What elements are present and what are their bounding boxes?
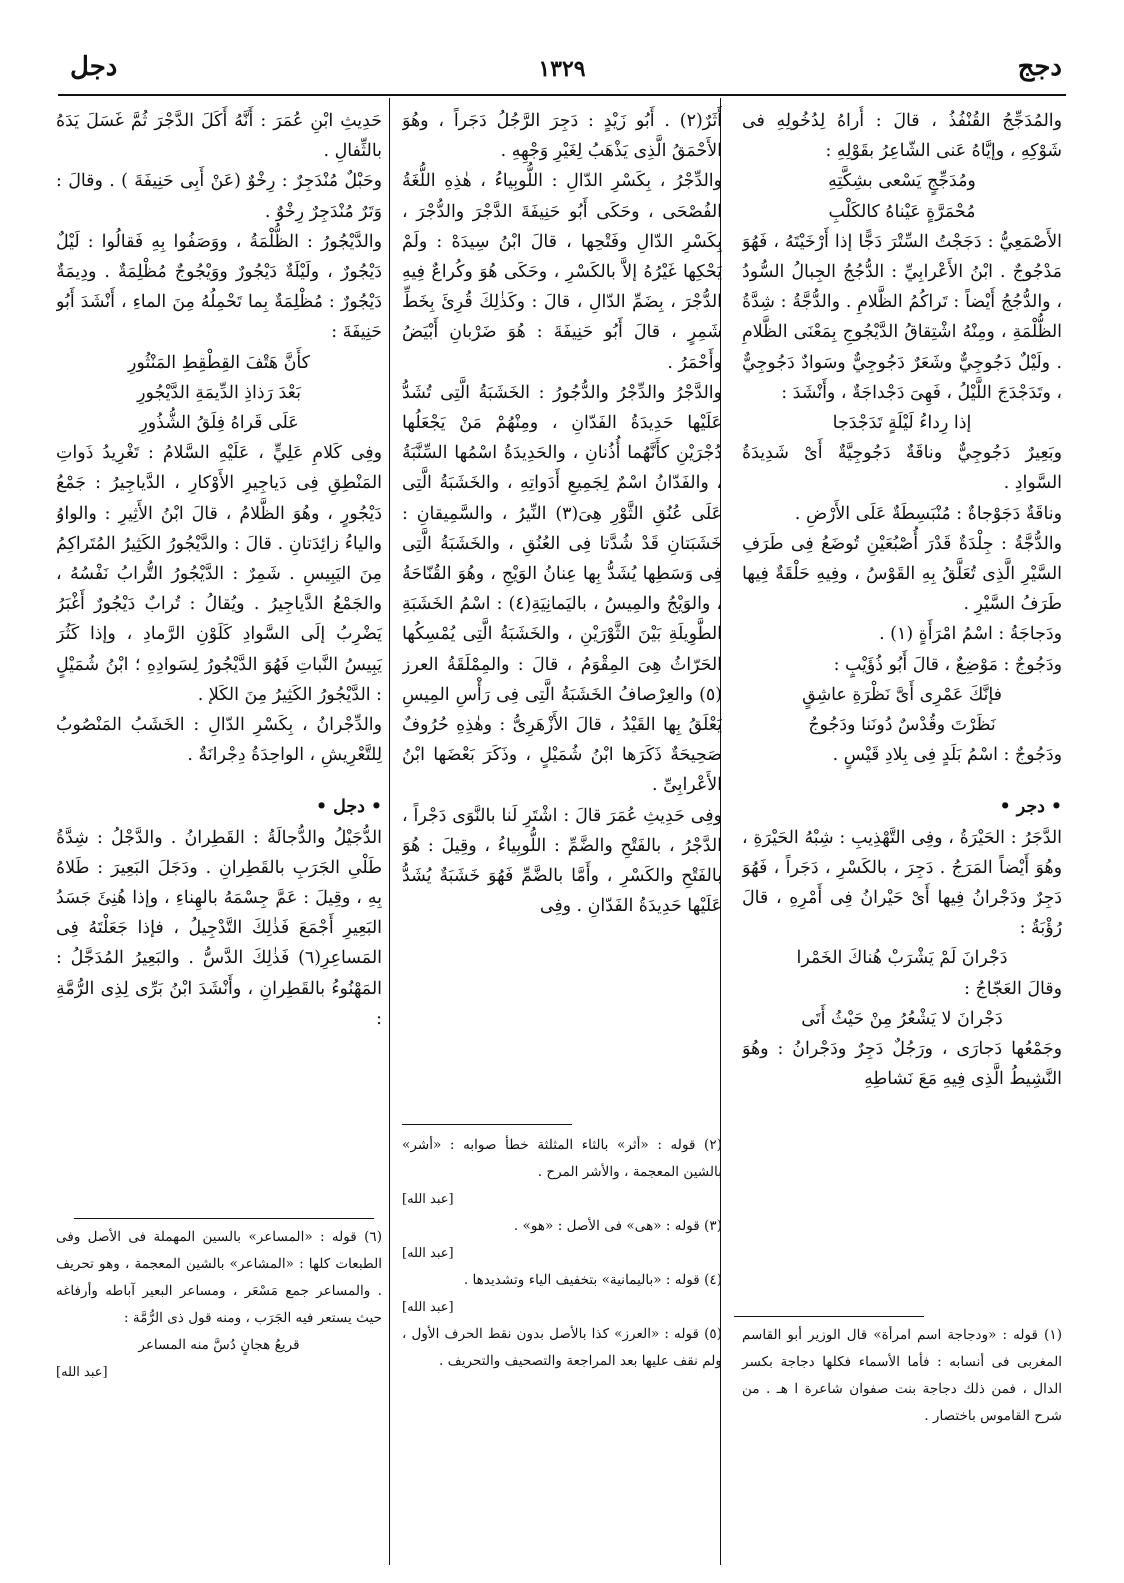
footnotes-right [742,1322,1062,1430]
footnotes-left [56,1224,382,1386]
header-root-right: دجج [1017,52,1062,82]
entry-paragraph: ودَجاجَةُ : اسْمُ امْرَأَةٍ (١) . [879,624,1062,645]
entry-paragraph: أَثَرٌ(٢) . أَبُو زَيْدٍ : دَجِرَ الرَّجُلُ دَجَراً ، وهُوَ الأَحْمَقُ الَّذِى يَذْهَبُ لِغَيْرِ وَجْهِهِ . [402,111,722,162]
footnote: (٥) قوله : «العرز» كذا بالأصل بدون نقط الحرف الأول ، ولم نقف عليها بعد المراجعة والتصحيف والتحريف . [402,1326,722,1369]
verse-line: ومُدَجِّجٍ يَسْعى بشِكَّتِهِ [828,171,976,192]
footnotes-middle [402,1132,722,1375]
header-root-left: دجل [70,52,118,82]
verse-line: إذا رِداءُ لَيْلَةٍ تَدَجْدَجا [832,413,972,434]
entry-paragraph: وناقَةٌ دَجَوْجاةٌ : مُنْبَسِطَةٌ عَلَى الأَرْضِ . [794,503,1062,524]
headword-dajar: • دجر • [999,797,1062,818]
verse-line: دَجْرانَ لَمْ يَشْرَبْ هُناكَ الخَمْرا [796,948,1008,969]
entry-paragraph: الدَّجَرُ : الحَيْرَةُ ، وفِى التَّهْذِيبِ : شِبْهُ الحَيْرَةِ ، وهُوَ أَيْضاً المَرَجُ . دَجِرَ ، بالكَسْرِ ، دَجَراً ، فَهُوَ دَجِرٌ ودَجْرانُ فِيها أَىْ حَيْرانُ فِى أَمْرِهِ ، قالَ رُؤْبَةُ : [742,827,1062,939]
footnote-signature: [عبد الله] [402,1192,454,1207]
column-left [56,106,382,1202]
footnote-signature: [عبد الله] [56,1365,108,1380]
entry-paragraph: ودَجُوجٌ : مَوْضِعٌ ، قالَ أَبُو ذُؤَيْبٍ : [833,654,1062,675]
footnote: (٦) قوله : «المساعر» بالسين المهملة فى الأصل وفى الطبعات كلها : «المشاعر» بالشين المعجمة ، وهو تحريف . والمساعر جمع مَسْعَر ، ومساعر البعير آباطه وأرفاغه حيث يستعر فيه الجَرَب ، ومنه قول ذى الرُّمَّة : [56,1229,382,1326]
column-divider-left [389,98,390,1565]
footnote-signature: [عبد الله] [402,1246,454,1261]
column-middle [402,106,722,1106]
verse-line: مُحْمَرَّةٍ عَيْناهُ كالكَلْبِ [828,201,976,222]
entry-paragraph: حَدِيثِ ابْنِ عُمَرَ : أَنَّهُ أَكَلَ الدَّجْرَ ثُمَّ غَسَلَ يَدَهُ بالثِّفالِ . [56,111,382,162]
footnote-verse: قريعُ هجانٍ دُسَّ منه المساعر [138,1337,300,1353]
verse-line: كأَنَّ هَتْفَ القِطْقِطِ المَنْثُورِ [128,352,310,373]
entry-paragraph: والدَّيْجُورُ : الظُّلْمَةُ ، ووَصَفُوا بِهِ فَقالُوا : لَيْلٌ دَيْجُورٌ ، ولَيْلَةٌ دَيْجُورٌ ووَيْجُوجٌ مُظْلِمَةٌ . ودِيمَةٌ دَيْجُورٌ : مُظْلِمَةٌ بِما تَحْمِلُهُ مِنَ الماءِ ، أَنْشَدَ أَبُو حَنِيفَةَ : [56,231,382,343]
entry-paragraph: وفِى كَلامِ عَلِيٍّ ، عَلَيْهِ السَّلامُ : تَغْرِيدُ ذَواتِ المَنْطِقِ فِى دَياجِيرِ الأَوْكارِ ، الدَّياجِيرُ : جَمْعُ دَيْجُورٍ ، وهُوَ الظَّلامُ ، قالَ ابْنُ الأَثِيرِ : والواوُ والياءُ زائِدَتانِ . قالَ : والدَّيْجُورُ الكَثِيرُ المُتَراكِمُ مِنَ اليَبِيسِ . شَمِرٌ : الدَّيْجُورُ التُّرابُ نَفْسُهُ ، والجَمْعُ الدَّياجِيرُ . ويُقالُ : تُرابٌ دَيْجُورٌ أَغْبَرُ يَضْرِبُ إلَى السَّوادِ كَلَوْنِ الرَّمادِ ، وإذا كَثُرَ يَبِيسُ النَّباتِ فَهُوَ الدَّيْجُورُ لِسَوادِهِ ؛ ابْنُ شُمَيْلٍ : الدَّيْجُورُ الكَثِيرُ مِنَ الكَلإ . [56,443,382,705]
entry-paragraph: وحَبْلٌ مُنْدَجِرٌ : رِخْوٌ (عَنْ أَبِى حَنِيفَةَ ) . وقالَ : وَتَرٌ مُنْدَجِرٌ رِخْوٌ . [56,171,382,222]
verse-line: فإنَّكَ عَمْرِى أَىَّ نَظْرَةِ عاشِقٍ [802,684,1002,705]
footnote-signature: [عبد الله] [402,1300,454,1315]
page-number: ١٣٢٩ [538,56,586,82]
entry-paragraph: والدُّجَّةُ : جِلْدَةٌ قَدْرَ أُصْبُعَيْنِ تُوضَعُ فِى طَرَفِ السَّيْرِ الَّذِى تُعَلَّقُ بِهِ القَوْسُ ، وفِيهِ حَلْقَةٌ فِيها طَرَفُ السَّيْرِ . [742,533,1062,615]
entry-paragraph: الدُّجَيْلُ والدُّجالَةُ : القَطِرانُ . والدَّجْلُ : شِدَّةُ طَلْىِ الجَرَبِ بالقَطِرانِ . ودَجَلَ البَعِيرَ : طَلاهُ بِهِ ، وقِيلَ : عَمَّ جِسْمَهُ بالهِناءِ ، وإذا هُنِئَ جَسَدُ البَعِيرِ أَجْمَعَ فَذٰلِكَ التَّدْجِيلُ ، فإذا جَعَلْتَهُ فِى المَساعِرِ(٦) فَذٰلِكَ الدَّسُّ . والبَعِيرُ المُدَجَّلُ : المَهْنُوءُ بالقَطِرانِ ، وأَنْشَدَ ابْنُ بَرِّى لِذِى الرُّمَّةِ : [56,827,382,1029]
footnote-rule [734,1316,924,1317]
verse-line: نَظَرْتَ وقُدْسٌ دُونَنا ودَجُوجُ [808,715,996,736]
footnote-rule [402,1124,572,1125]
footnote: (٣) قوله : «هى» فى الأصل : «هو» . [513,1218,722,1234]
verse-line: دَجْرانَ لا يَشْعُرُ مِنْ حَيْثُ أَتَى [801,1008,1003,1029]
entry-paragraph: والدِّجْرانُ ، بِكَسْرِ الدّالِ : الخَشَبُ المَنْصُوبُ لِلتَّعْرِيشِ ، الواحِدَةُ دِجْرانَةٌ . [56,715,382,766]
entry-paragraph: الأَصْمَعِيُّ : دَجَجْتُ السِّتْرَ دَجًّا إذا أَرْخَيْتَهُ ، فَهُوَ مَدْجُوجٌ . ابْنُ الأَعْرابِيِّ : الدُّجُجُ الجِبالُ السُّودُ ، والدُّجُجُ أَيْضاً : تَراكُمُ الظَّلامِ . والدُّجَّةُ : شِدَّةُ الظُّلْمَةِ ، ومِنْهُ اشْتِقاقُ الدَّيْجُوجِ بِمَعْنَى الظَّلامِ . ولَيْلٌ دَجُوجِيٌّ وشَعَرٌ دَجُوجِيٌّ وسَوادٌ دَجُوجِيٌّ ، وتَدَجْدَجَ اللَّيْلُ ، فَهِىَ دَجْداجَةٌ ، وأَنْشَدَ : [742,231,1062,403]
footnote: (٢) قوله : «أثر» بالثاء المثلثة خطأ صوابه : «أشر» بالشين المعجمة ، والأشر المرح . [402,1137,722,1180]
verse-line: بَعْدَ رَذاذِ الدِّيمَةِ الدَّيْجُورِ [137,382,301,403]
entry-paragraph: والمُدَجِّجُ القُنْفُذُ ، قالَ : أُراهُ لِدُخُولِهِ فى شَوْكِهِ ، وإيَّاهُ عَنى الشّاعِرُ بقَوْلِهِ : [742,111,1062,162]
entry-paragraph: وفِى حَدِيثِ عُمَرَ قالَ : اشْتَرِ لَنا بالنَّوَى دَجْراً ، الدَّجْرُ ، بالفَتْحِ والضَّمِّ : اللُّوبِياءُ ، وقِيلَ : هُوَ بالفَتْحِ والكَسْرِ ، وأَمَّا بالضَّمِّ فَهُوَ خَشَبَةٌ يُشَدُّ عَلَيْها حَدِيدَةُ الفَدّانِ . وفِى [402,805,722,917]
entry-paragraph: وجَمْعُها دَجارَى ، ورَجُلٌ دَجِرٌ ودَجْرانُ : وهُوَ النَّشِيطُ الَّذِى فِيهِ مَعَ نَشاطِهِ [742,1039,1062,1090]
entry-paragraph: وقالَ العَجّاجُ : [964,978,1062,999]
entry-paragraph: والدَّجْرُ والدِّجْرُ والدُّجُورُ : الخَشَبَةُ الَّتِى تُشَدُّ عَلَيْها حَدِيدَةُ الفَدّانِ ، ومِنْهُمْ مَنْ يَجْعَلُها دُجْرَيْنِ كأَنَّهُما أُذُنانِ ، والحَدِيدَةُ اسْمُها السِّنَّبَةُ ، والفَدّانُ اسْمٌ لِجَمِيعِ أَدَواتِهِ ، والخَشَبَةُ الَّتِى عَلَى عُنُقِ الثَّوْرِ هِىَ(٣) النِّيرُ ، والسَّمِيقانِ : خَشَبَتانِ قَدْ شُدَّتا فِى العُنُقِ ، والخَشَبَةُ الَّتِى فِى وَسَطِها يُشَدُّ بِها عِنانُ الوَيْجِ ، وهُوَ القُنّاحَةُ ، والوَيْجُ والمِيسُ ، باليَمانِيَةِ(٤) : اسْمُ الخَشَبَةِ الطَّوِيلَةِ بَيْنَ الثَّوْرَيْنِ ، والخَشَبَةُ الَّتِى يُمْسِكُها الحَرّاثُ هِىَ المِقْوَمُ ، قالَ : والمِمْلَقَةُ العرز (٥) والعِرْصافُ الخَشَبَةُ الَّتِى فِى رَأْسِ المِيسِ يَعْلَقُ بِها القَيْدُ ، قالَ الأَزْهَرِىُّ : وهٰذِهِ حُرُوفٌ صَحِيحَةٌ ذَكَرَها ابْنُ شُمَيْلٍ ، وذَكَرَ بَعْضَها ابْنُ الأَعْرابِىِّ . [402,382,722,796]
header-rule [58,94,1066,96]
footnote: (١) قوله : «ودجاجة اسم امرأة» قال الوزير أبو القاسم المغربى فى أنسابه : فأما الأسماء فكلها دجاجة بكسر الدال ، فمن ذلك دجاجة بنت صفوان شاعرة ا هـ . من شرح القاموس باختصار . [742,1327,1062,1424]
entry-paragraph: ودَجُوجٌ : اسْمُ بَلَدٍ فِى بِلادِ قَيْسٍ . [832,745,1062,766]
entry-paragraph: وبَعِيرٌ دَجُوجِيٌّ وناقَةٌ دَجُوجِيَّةٌ أَىْ شَدِيدَةُ السَّوادِ . [742,443,1062,494]
verse-line: عَلَى قَراهُ فِلَقُ الشُّذُورِ [139,413,299,434]
headword-dajal: • دجل • [315,797,382,818]
entry-paragraph: والدِّجْرُ ، بِكَسْرِ الدّالِ : اللُّوبِياءُ ، هٰذِهِ اللُّغَةُ الفُصْحَى ، وحَكَى أَبُو حَنِيفَةَ الدَّجْرَ والدُّجْرَ ، بِكَسْرِ الدّالِ وفَتْحِها ، قالَ ابْنُ سِيدَهْ : ولَمْ يَحْكِها غَيْرُهُ إلاَّ بالكَسْرِ ، وحَكَى هُوَ وكُراعٌ فِيهِ الدُّجْرَ ، بِضَمِّ الدّالِ ، قالَ : وكَذٰلِكَ قُرِئَ بِخَطِّ شَمِرٍ ، قالَ أَبُو حَنِيفَةَ : هُوَ ضَرْبانِ أَبْيَضُ وأَحْمَرُ . [402,171,722,373]
footnote-rule [74,1218,374,1219]
footnote: (٤) قوله : «باليمانية» بتخفيف الياء وتشديدها . [463,1272,722,1288]
